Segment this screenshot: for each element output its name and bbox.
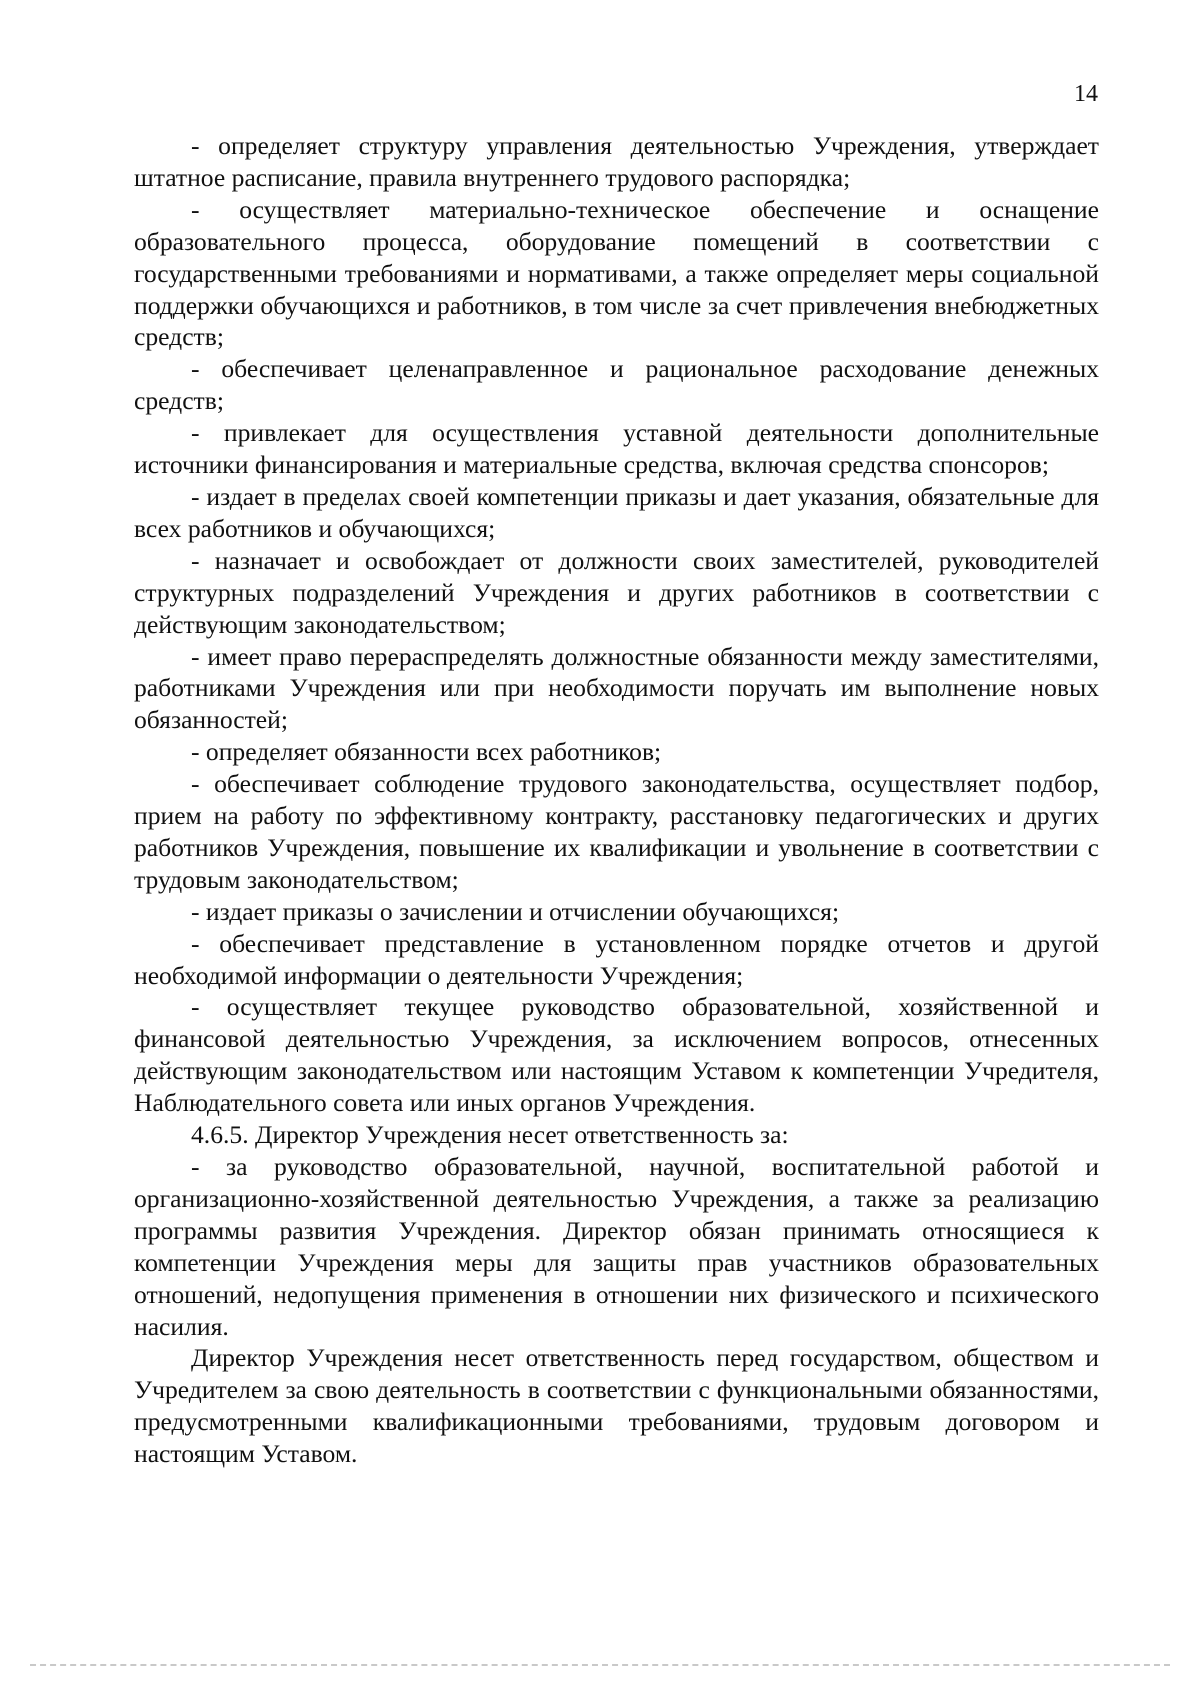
paragraph-duty-structure: - определяет структуру управления деятельностью Учреждения, утверждает штатное расписание, правила внутреннего трудового распорядка; xyxy=(134,131,1099,192)
paragraph-duty-reporting: - обеспечивает представление в установленном порядке отчетов и другой необходимой информации о деятельности Учреждения; xyxy=(134,928,1099,990)
page-number: 14 xyxy=(1074,81,1098,107)
document-body xyxy=(134,130,1099,1470)
paragraph-duty-appointments: - назначает и освобождает от должности своих заместителей, руководителей структурных подразделений Учреждения и других работников в соответствии с действующим законодательством; xyxy=(134,545,1099,639)
section-heading-4-6-5: 4.6.5. Директор Учреждения несет ответственность за: xyxy=(191,1120,789,1150)
paragraph-duty-enrollment: - издает приказы о зачислении и отчислении обучающихся; xyxy=(191,896,840,926)
paragraph-duty-redistribution: - имеет право перераспределять должностные обязанности между заместителями, работниками Учреждения или при необходимости поручать им выполнение новых обязанностей; xyxy=(134,641,1099,735)
paragraph-duty-responsibilities: - определяет обязанности всех работников; xyxy=(191,737,662,767)
paragraph-duty-orders: - издает в пределах своей компетенции приказы и дает указания, обязательные для всех работников и обучающихся; xyxy=(134,481,1099,543)
paragraph-duty-spending: - обеспечивает целенаправленное и рациональное расходование денежных средств; xyxy=(134,354,1099,416)
scan-bottom-edge xyxy=(30,1664,1170,1666)
paragraph-responsibility-leadership: - за руководство образовательной, научной, воспитательной работой и организационно-хозяйственной деятельностью Учреждения, а также за реализацию программы развития Учреждения. Директор обязан принимать относящиеся к компетенции Учреждения меры для защиты прав участников образовательных отношений, недопущения применения в отношении них физического и психического насилия. xyxy=(134,1152,1099,1341)
paragraph-duty-labor-law: - обеспечивает соблюдение трудового законодательства, осуществляет подбор, прием на работу по эффективному контракту, расстановку педагогических и других работников Учреждения, повышение их квалификации и увольнение в соответствии с трудовым законодательством; xyxy=(134,769,1099,894)
paragraph-duty-material-support: - осуществляет материально-техническое обеспечение и оснащение образовательного процесса, оборудование помещений в соответствии с государственными требованиями и нормативами, а также определяет меры социальной поддержки обучающихся и работников, в том числе за счет привлечения внебюджетных средств; xyxy=(134,194,1099,352)
paragraph-responsibility-state: Директор Учреждения несет ответственность перед государством, обществом и Учредителем за свою деятельность в соответствии с функциональными обязанностями, предусмотренными квалификационными требованиями, трудовым договором и настоящим Уставом. xyxy=(134,1343,1099,1469)
paragraph-duty-management: - осуществляет текущее руководство образовательной, хозяйственной и финансовой деятельностью Учреждения, за исключением вопросов, отнесенных действующим законодательством или настоящим Уставом к компетенции Учредителя, Наблюдательного совета или иных органов Учреждения. xyxy=(134,992,1099,1118)
paragraph-duty-funding-sources: - привлекает для осуществления уставной деятельности дополнительные источники финансирования и материальные средства, включая средства спонсоров; xyxy=(134,418,1099,480)
